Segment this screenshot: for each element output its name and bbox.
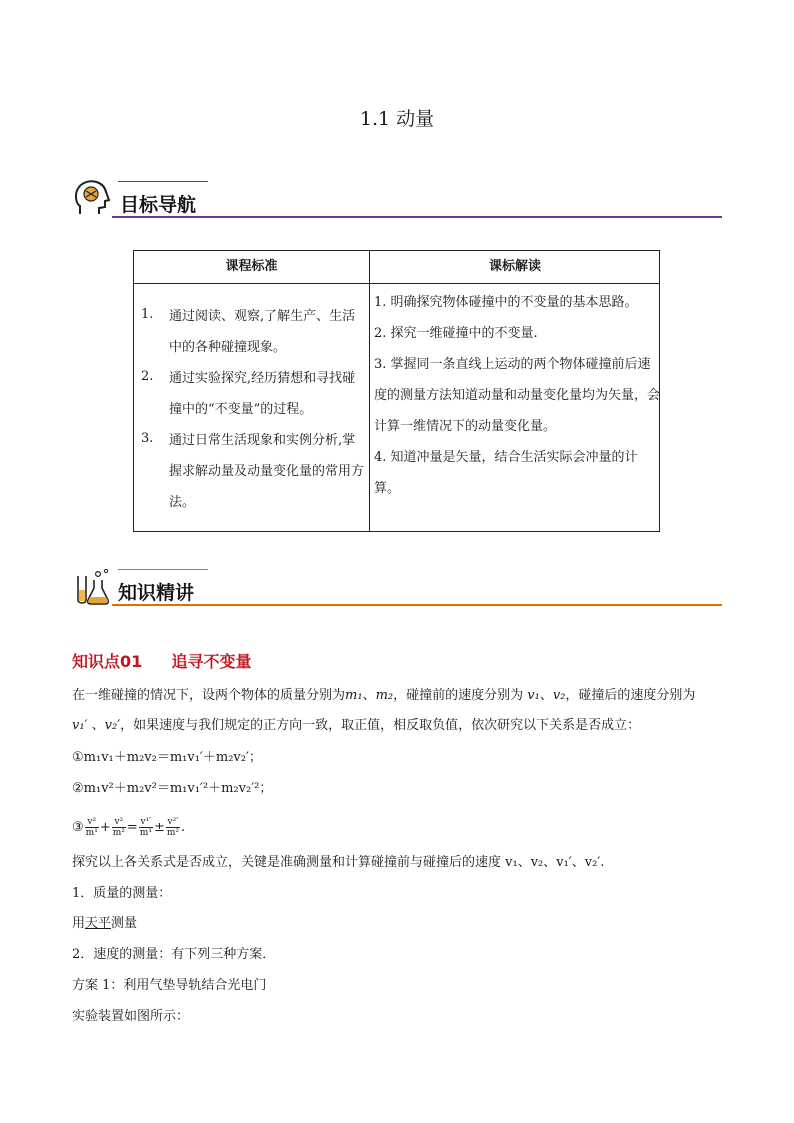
symbol-v2: v₂: [552, 688, 566, 703]
symbol-m2: m₂: [375, 688, 394, 703]
equation-1: ①m₁v₁＋m₂v₂＝m₁v₁′＋m₂v₂′；: [72, 750, 262, 765]
table-header-interpretation: 课标解读: [488, 259, 541, 274]
list-item: 2. 探究一维碰撞中的不变量.: [374, 326, 538, 341]
knowledge-point-label: 知识点01: [72, 652, 143, 671]
text-run: 在一维碰撞的情况下，设两个物体的质量分别为: [72, 688, 346, 703]
knowledge-point-title: 追寻不变量: [171, 652, 252, 671]
equation-3: ③ $\frac{\text{v²}}{\text{m¹}}$ + $\frac{\text{v²}}{\text{m²}}$ = $\frac{\text{v¹′}}{\text{m¹}}$ ± $\frac{\text{v²′}}{\text{m²}}$ .: [72, 817, 186, 838]
header-accent-line: [118, 569, 208, 570]
paragraph-line: 在一维碰撞的情况下，设两个物体的质量分别为m₁、m₂，碰撞前的速度分别为 v₁、v₂，碰撞后的速度分别为: [72, 688, 696, 703]
text-run: ，碰撞后的速度分别为: [565, 688, 696, 703]
symbol-v2-prime: v₂′: [104, 718, 121, 733]
list-item-text: 通过实验探究,经历猜想和寻找碰撞中的“不变量”的过程。: [169, 371, 356, 417]
table-header-divider: [134, 283, 659, 284]
section-heading: 知识精讲: [118, 582, 195, 604]
list-item: 3. 掌握同一条直线上运动的两个物体碰撞前后速度的测量方法知道动量和动量变化量均为矢量，会计算一维情况下的动量变化量。: [374, 357, 661, 434]
underlined-text: 天平: [85, 916, 112, 931]
fraction: $\frac{\text{v²}}{\text{m¹}}$: [85, 817, 98, 838]
text-run: 用: [72, 916, 86, 931]
paragraph-line: [72, 914, 137, 934]
text-run: ，如果速度与我们规定的正方向一致，取正值，相反取负值，依次研究以下关系是否成立：: [120, 718, 641, 733]
fraction: $\frac{\text{v²′}}{\text{m²}}$: [166, 817, 179, 838]
list-item-number: 2.: [141, 369, 154, 384]
fraction: $\frac{\text{v²}}{\text{m²}}$: [112, 817, 125, 838]
list-item: 4. 知道冲量是矢量，结合生活实际会冲量的计算。: [374, 450, 638, 496]
list-item-text: 通过日常生活现象和实例分析,掌握求解动量及动量变化量的常用方法。: [169, 433, 365, 510]
symbol-m1: m₁: [345, 688, 363, 703]
paragraph-line: 探究以上各关系式是否成立，关键是准确测量和计算碰撞前与碰撞后的速度 v₁、v₂、v₁′、v₂′.: [72, 855, 605, 870]
paragraph-line: 实验装置如图所示：: [72, 1009, 190, 1024]
section-header-goals: [72, 176, 722, 220]
knowledge-point-heading: [72, 649, 251, 672]
paragraph-line: v₁′ 、v₂′，如果速度与我们规定的正方向一致，取正值，相反取负值，依次研究以下关系是否成立：: [72, 718, 641, 733]
section-header-knowledge: [72, 564, 722, 608]
table-cell-interpretation: [374, 287, 660, 504]
symbol-v1: v₁: [527, 688, 540, 703]
section-heading: 目标导航: [120, 194, 197, 216]
section-rule: [112, 216, 722, 218]
equation-number: ③: [72, 820, 84, 835]
paragraph-line: 方案 1：利用气垫导轨结合光电门: [72, 978, 267, 993]
equation-2: ②m₁v²＋m₂v²＝m₁v₁′²＋m₂v₂′²；: [72, 781, 273, 796]
list-item-text: 通过阅读、观察,了解生产、生活中的各种碰撞现象。: [169, 309, 356, 355]
text-run: 测量: [111, 916, 138, 931]
header-accent-line: [118, 181, 208, 182]
flask-icon: [72, 566, 112, 606]
fraction: $\frac{\text{v¹′}}{\text{m¹}}$: [139, 817, 152, 838]
list-item: 1. 明确探究物体碰撞中的不变量的基本思路。: [374, 295, 638, 310]
section-rule: [112, 604, 722, 606]
table-column-divider: [369, 251, 370, 531]
page-title: 1.1 动量: [359, 108, 435, 130]
list-item-number: 3.: [141, 431, 154, 446]
symbol-v1-prime: v₁′: [72, 718, 88, 733]
text-run: ，碰撞前的速度分别为: [393, 688, 524, 703]
paragraph-line: 2．速度的测量：有下列三种方案．: [72, 947, 276, 962]
course-standards-table: [133, 250, 660, 532]
table-header-standard: 课程标准: [225, 259, 278, 274]
paragraph-line: 1．质量的测量：: [72, 886, 172, 901]
head-brain-icon: [72, 178, 112, 218]
list-item-number: 1.: [141, 307, 154, 322]
